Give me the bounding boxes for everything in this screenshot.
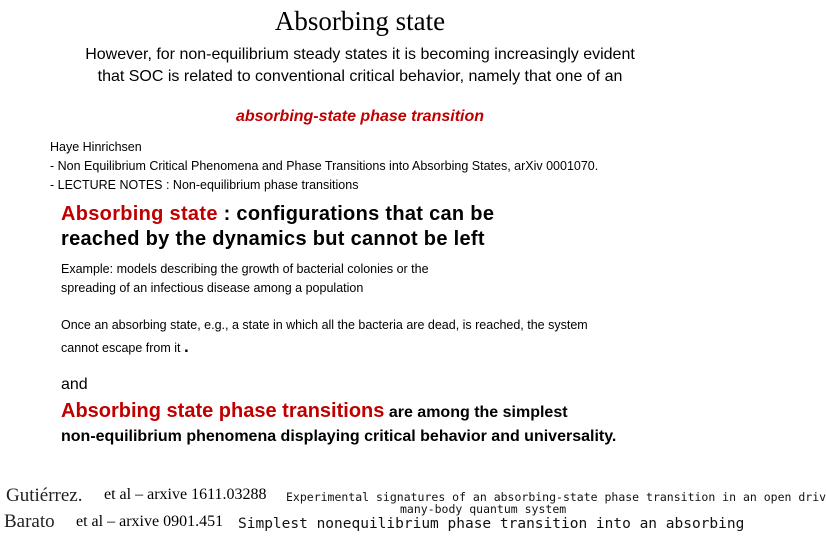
example-line-4 (61, 337, 189, 357)
citation-1-name: Gutiérrez. (6, 485, 83, 506)
intro-line-1: However, for non-equilibrium steady states it is becoming increasingly evident (85, 46, 635, 63)
citation-1-ref: et al – arxive 1611.03288 (104, 486, 267, 503)
definition-line-1 (61, 203, 494, 226)
phase-transitions-line-2: non-equilibrium phenomena displaying critical behavior and universality. (61, 428, 617, 445)
citation-2-ref: et al – arxive 0901.451 (76, 513, 224, 530)
example-line-2: spreading of an infectious disease among a population (61, 281, 364, 295)
example-line-3: Once an absorbing state, e.g., a state in which all the bacteria are dead, is reached, the system (61, 318, 588, 332)
example-line-4-text: cannot escape from it (61, 341, 181, 355)
reference-line-1: - Non Equilibrium Critical Phenomena and Phase Transitions into Absorbing States, arXiv 0001070. (50, 159, 599, 173)
absorbing-transition-highlight: absorbing-state phase transition (235, 108, 485, 125)
intro-line-2: that SOC is related to conventional critical behavior, namely that one of an (97, 68, 623, 85)
definition-rest: : configurations that can be (217, 203, 495, 225)
phase-transitions-rest: are among the simplest (384, 404, 568, 421)
citation-2-paper-title: Simplest nonequilibrium phase transition into an absorbing (238, 516, 745, 532)
and-text: and (61, 376, 88, 393)
example-period: . (184, 337, 189, 356)
citation-1-paper-title-2: many-body quantum system (400, 502, 567, 516)
example-line-1: Example: models describing the growth of bacterial colonies or the (61, 262, 429, 276)
citation-2-name: Barato (4, 511, 55, 532)
definition-term: Absorbing state (61, 203, 218, 225)
definition-line-2: reached by the dynamics but cannot be left (61, 228, 485, 250)
page-title: Absorbing state (274, 6, 446, 36)
reference-author: Haye Hinrichsen (50, 140, 142, 154)
reference-line-2: - LECTURE NOTES : Non-equilibrium phase transitions (50, 178, 359, 192)
citation-1-paper-title: Experimental signatures of an absorbing-state phase transition in an open driv (286, 490, 826, 504)
phase-transitions-term: Absorbing state phase transitions (61, 400, 385, 422)
phase-transitions-line-1 (61, 400, 568, 423)
